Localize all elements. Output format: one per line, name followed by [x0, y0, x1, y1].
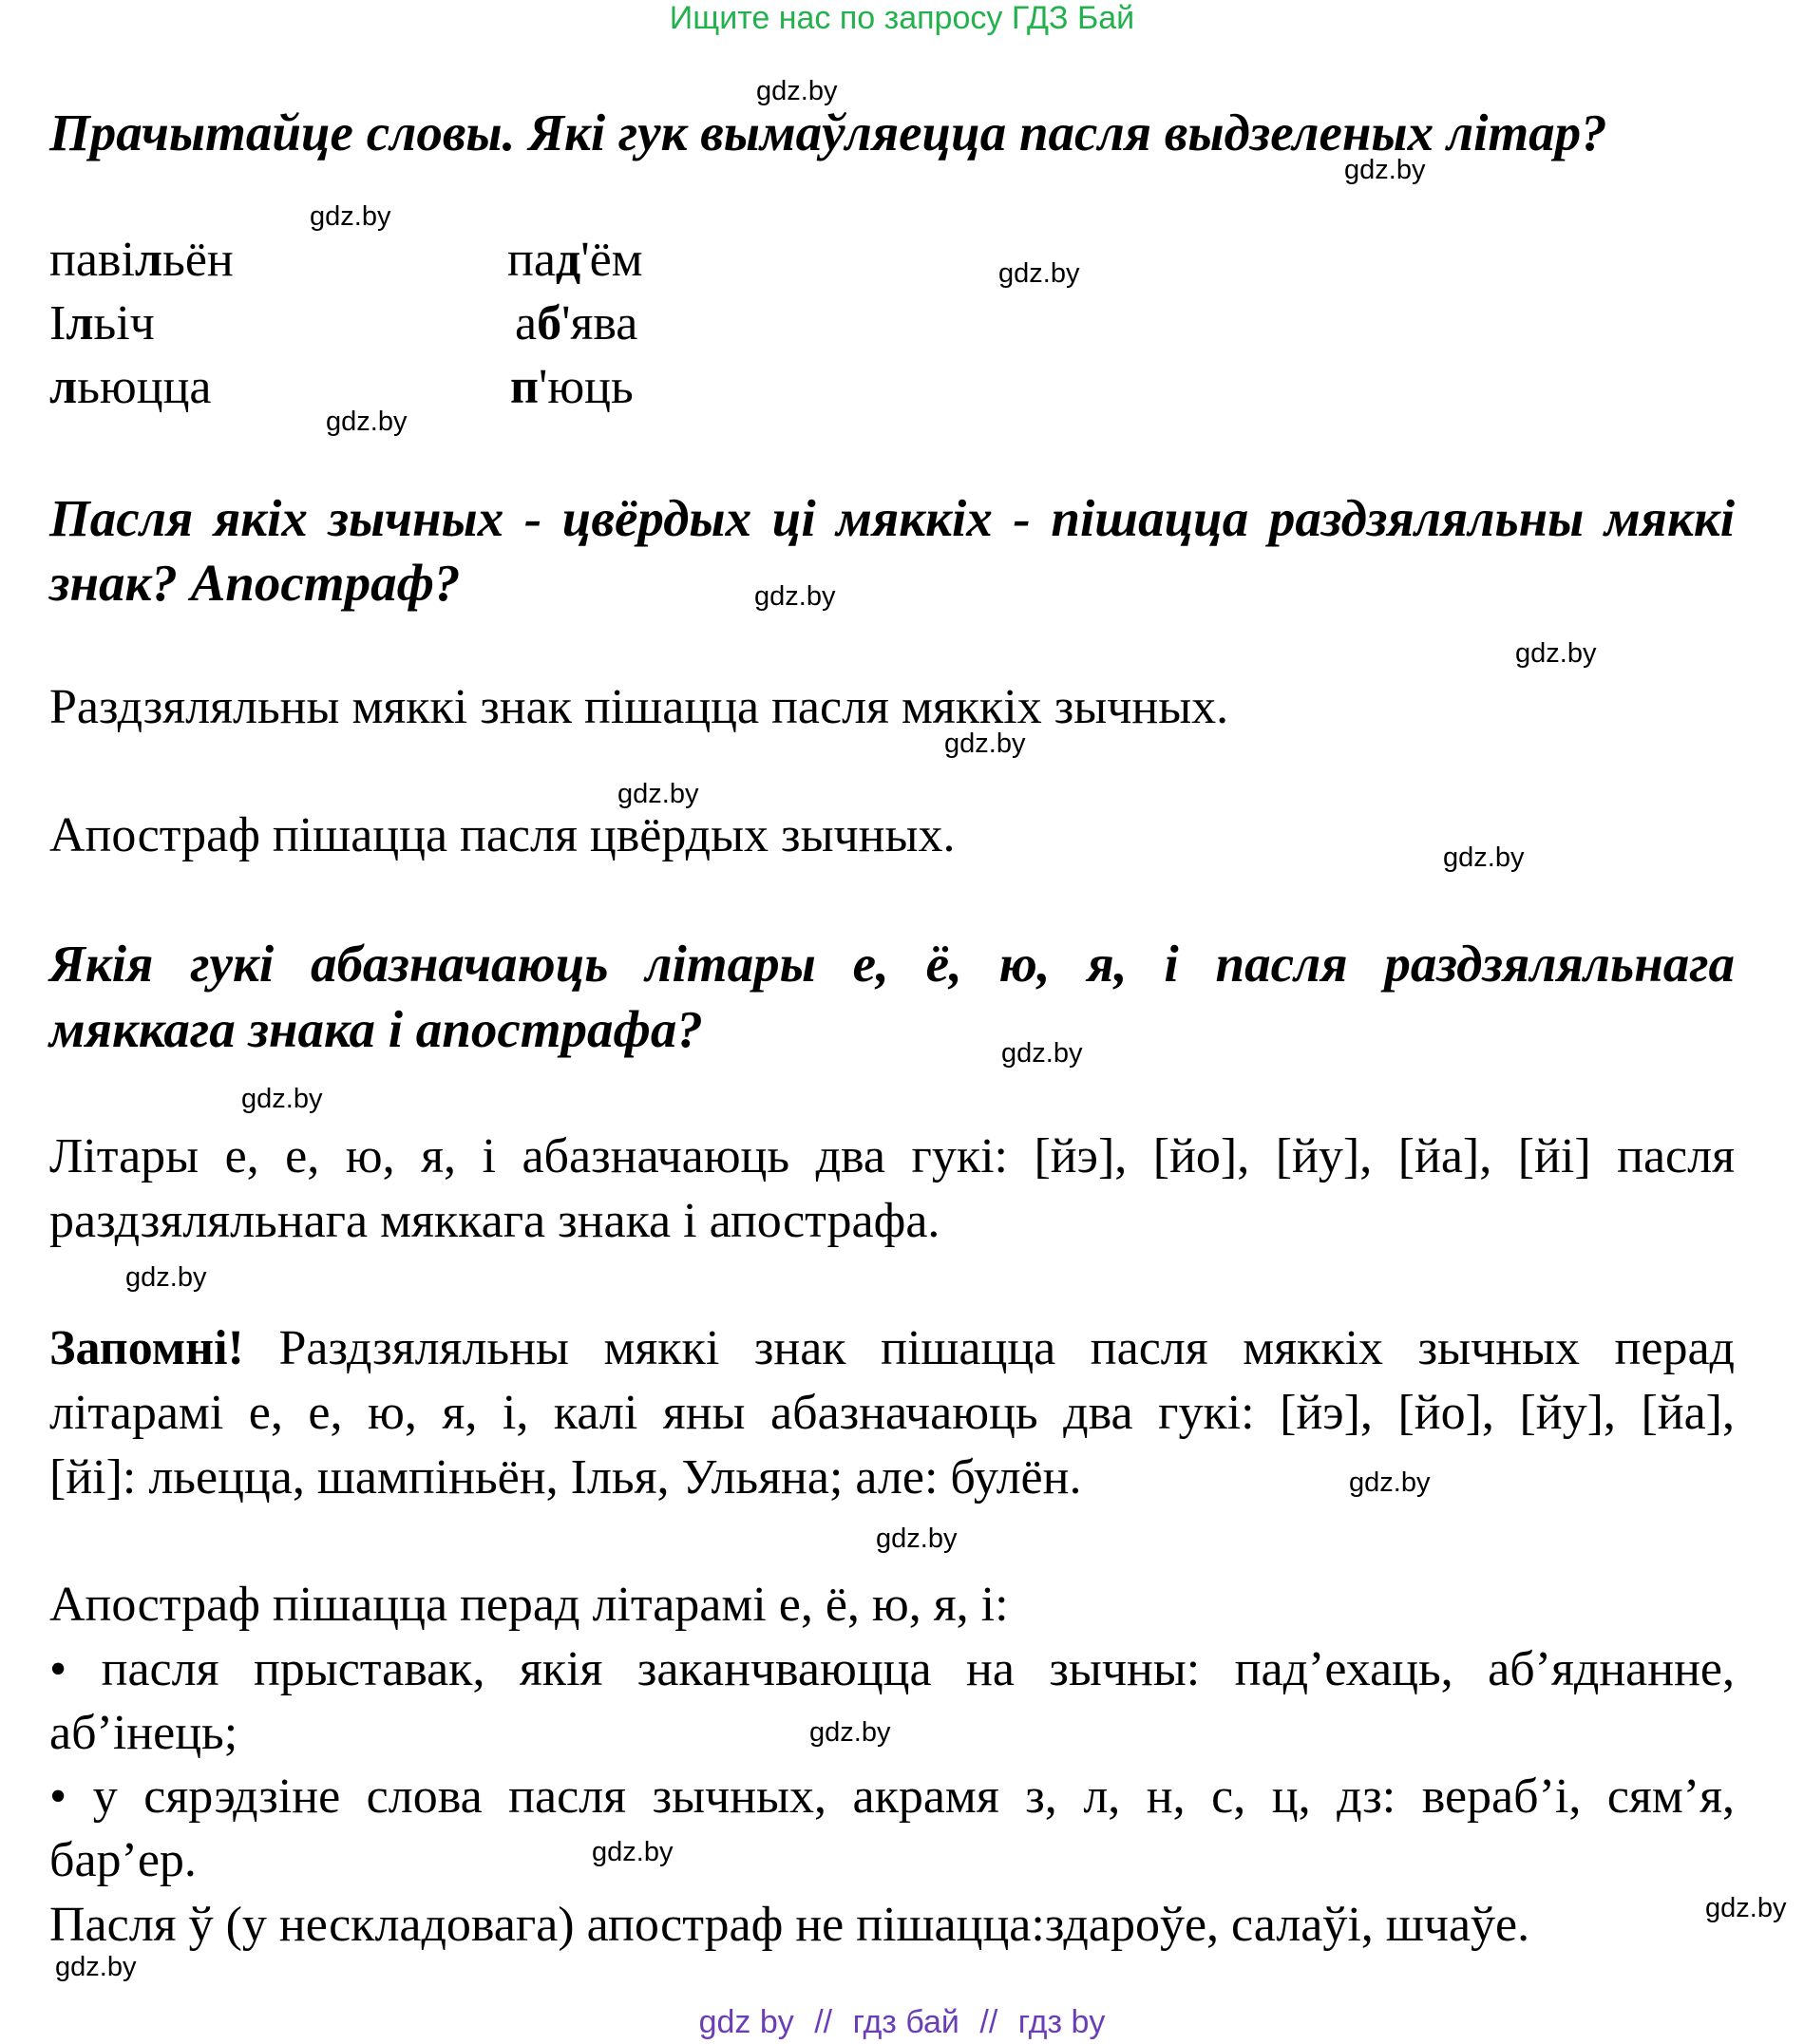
answer-2-apostrophe: Апостраф пішацца пасля цвёрдых зычных. — [49, 808, 956, 862]
watermark: gdz.by — [1705, 1893, 1787, 1923]
watermark: gdz.by — [617, 779, 699, 809]
top-banner: Ищите нас по запросу ГДЗ Бай — [669, 0, 1135, 36]
answer-3-line-2: раздзяляльнага мяккага знака і апострафа. — [49, 1194, 940, 1248]
note-line-3: [йі]: льецца, шампіньён, Ілья, Ульяна; але: булён. — [49, 1450, 1082, 1505]
watermark: gdz.by — [1349, 1467, 1431, 1498]
word-left-1: павільён — [49, 233, 234, 287]
watermark: gdz.by — [998, 258, 1080, 289]
bullet-1-line-1: • пасля прыставак, якія заканчваюцца на зычны: пад’ехаць, аб’яднанне, — [49, 1642, 1735, 1696]
question-2-line-2: знак? Апостраф? — [49, 554, 461, 612]
note-label: Запомні! — [49, 1321, 244, 1375]
watermark: gdz.by — [876, 1524, 958, 1554]
word-left-2: Ільіч — [49, 296, 155, 350]
footer-link-gdz-bai[interactable]: гдз бай — [852, 2004, 959, 2040]
watermark: gdz.by — [310, 201, 391, 232]
word-left-3: льюцца — [49, 360, 212, 414]
question-1: Прачытайце словы. Які гук вымаўляецца пасля выдзеленых літар? — [49, 104, 1607, 161]
footer-separator: // — [979, 2004, 998, 2040]
bullet-2-line-2: бар’ер. — [49, 1833, 197, 1887]
question-3-line-1: Якія гукі абазначаюць літары е, ё, ю, я, і пасля раздзяляльнага — [49, 935, 1735, 993]
apostrophe-intro: Апостраф пішацца перад літарамі е, ё, ю, я, і: — [49, 1578, 1009, 1632]
footer-link-gdz-by-2[interactable]: гдз by — [1017, 2004, 1106, 2040]
word-right-2: аб'ява — [515, 296, 638, 350]
watermark: gdz.by — [1344, 155, 1426, 185]
watermark: gdz.by — [809, 1717, 891, 1748]
answer-2-soft-sign: Раздзяляльны мяккі знак пішацца пасля мяккіх зычных. — [49, 680, 1229, 734]
watermark: gdz.by — [944, 729, 1026, 759]
watermark: gdz.by — [241, 1084, 323, 1114]
note-line-1: Запомні! Раздзяляльны мяккі знак пішацца пасля мяккіх зычных перад — [49, 1321, 1735, 1375]
answer-3-line-1: Літары е, е, ю, я, і абазначаюць два гукі: [йэ], [йо], [йу], [йа], [йі] пасля — [49, 1129, 1735, 1183]
bullet-1-line-2: аб’інець; — [49, 1706, 238, 1760]
bullet-2-line-1: • у сярэдзіне слова пасля зычных, акрамя з, л, н, с, ц, дз: вераб’і, сям’я, — [49, 1770, 1735, 1824]
watermark: gdz.by — [326, 407, 408, 437]
watermark: gdz.by — [754, 581, 836, 612]
watermark: gdz.by — [125, 1262, 207, 1293]
watermark: gdz.by — [756, 76, 838, 106]
watermark: gdz.by — [1443, 842, 1525, 873]
footer-separator: // — [814, 2004, 833, 2040]
footer-link-gdz-by[interactable]: gdz by — [698, 2004, 794, 2040]
word-right-1: пад'ём — [507, 233, 643, 287]
word-right-3: п'юць — [510, 360, 634, 414]
last-rule-line: Пасля ў (у нескладовага) апостраф не пішацца:здароўе, салаўі, шчаўе. — [49, 1898, 1530, 1952]
watermark: gdz.by — [55, 1952, 137, 1982]
footer — [0, 2004, 1804, 2041]
watermark: gdz.by — [1001, 1038, 1083, 1069]
question-2-line-1: Пасля якіх зычных - цвёрдых ці мяккіх - пішацца раздзяляльны мяккі — [49, 489, 1735, 547]
note-line-2: літарамі е, е, ю, я, і, калі яны абазначаюць два гукі: [йэ], [йо], [йу], [йа], — [49, 1386, 1735, 1440]
watermark: gdz.by — [1515, 638, 1597, 669]
question-3-line-2: мяккага знака і апострафа? — [49, 1000, 703, 1058]
watermark: gdz.by — [592, 1837, 674, 1867]
